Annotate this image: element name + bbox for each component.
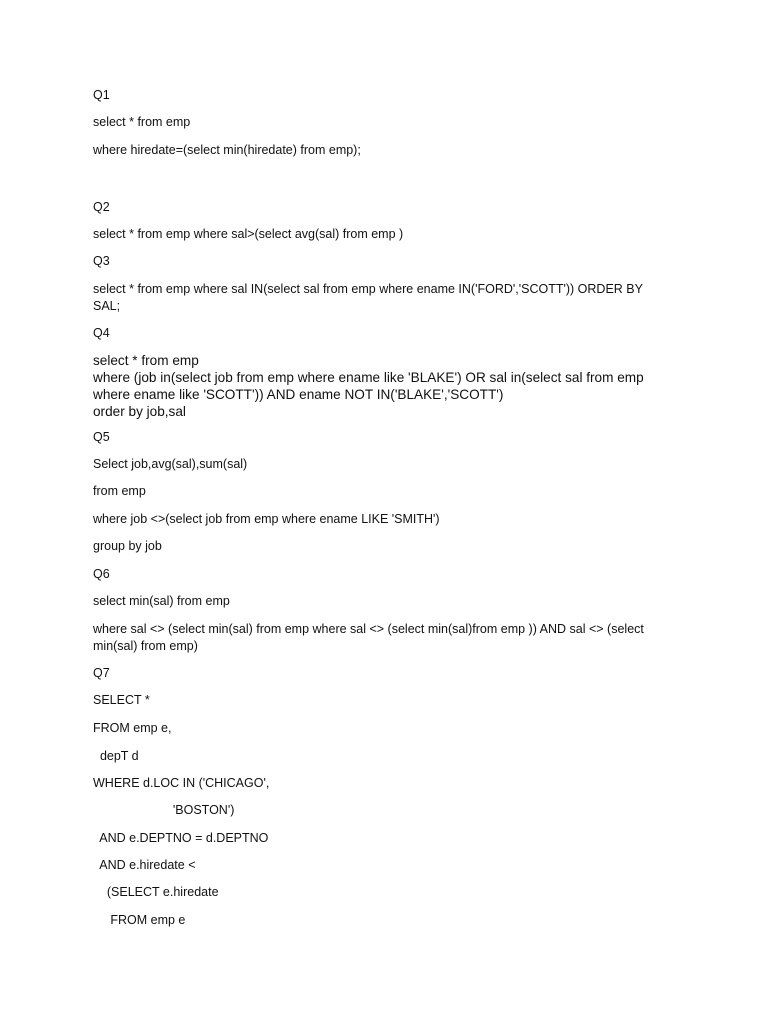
q5-line-4: group by job [93, 539, 162, 553]
q1-heading: Q1 [93, 88, 110, 102]
q2-line-1: select * from emp where sal>(select avg(sal) from emp ) [93, 227, 404, 241]
q7-line-6: AND e.DEPTNO = d.DEPTNO [93, 831, 269, 845]
q5-line-3: where job <>(select job from emp where ename LIKE 'SMITH') [93, 512, 440, 526]
q3-heading: Q3 [93, 254, 110, 268]
q6-line-2: where sal <> (select min(sal) from emp where sal <> (select min(sal)from emp )) AND sal <> (select min(sal) from emp) [93, 622, 644, 653]
q7-line-8: (SELECT e.hiredate [93, 885, 219, 899]
q7-line-5: 'BOSTON') [93, 803, 235, 817]
q7-heading: Q7 [93, 666, 110, 680]
q7-line-9: FROM emp e [93, 913, 186, 927]
q6-line-1: select min(sal) from emp [93, 594, 230, 608]
q6-heading: Q6 [93, 567, 110, 581]
q5-line-2: from emp [93, 484, 146, 498]
q5-line-1: Select job,avg(sal),sum(sal) [93, 457, 248, 471]
q7-line-3: depT d [93, 749, 139, 763]
q1-line-2: where hiredate=(select min(hiredate) from emp); [93, 143, 361, 157]
q7-line-4: WHERE d.LOC IN ('CHICAGO', [93, 776, 270, 790]
q1-line-1: select * from emp [93, 115, 191, 129]
q4-line-2: where (job in(select job from emp where ename like 'BLAKE') OR sal in(select sal from emp where ename like 'SCOTT')) AND ename NOT IN('BLAKE','SCOTT') [93, 370, 644, 402]
q4-heading: Q4 [93, 326, 110, 340]
q4-line-3: order by job,sal [93, 404, 186, 419]
q7-line-7: AND e.hiredate < [93, 858, 196, 872]
q4-line-1: select * from emp [93, 353, 199, 368]
q7-line-2: FROM emp e, [93, 721, 172, 735]
q5-heading: Q5 [93, 430, 110, 444]
q3-line-1: select * from emp where sal IN(select sal from emp where ename IN('FORD','SCOTT')) ORDER BY SAL; [93, 282, 643, 313]
q2-heading: Q2 [93, 200, 110, 214]
q7-line-1: SELECT * [93, 693, 150, 707]
